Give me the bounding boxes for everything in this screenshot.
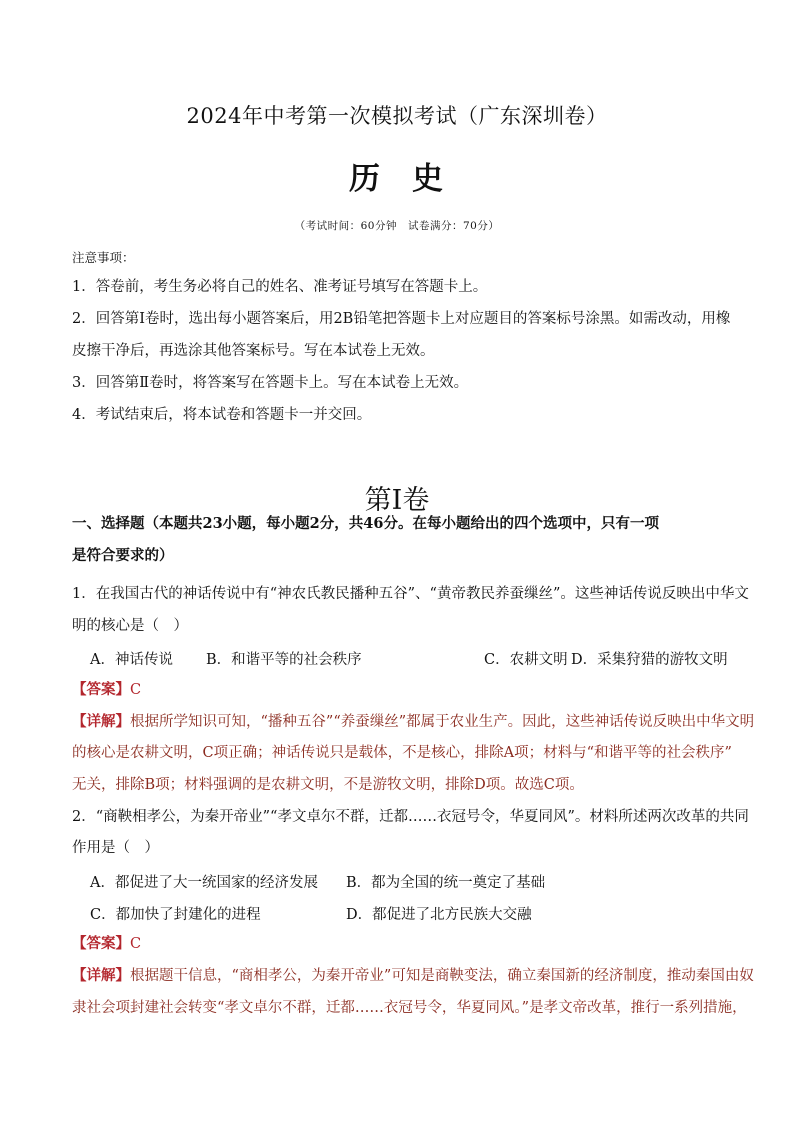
- q2-option-b: B．都为全国的统一奠定了基础: [346, 875, 546, 891]
- notice-item: 1．答卷前，考生务必将自己的姓名、准考证号填写在答题卡上。: [72, 279, 488, 295]
- answer-value: C: [130, 936, 142, 952]
- q2-answer: [72, 934, 141, 954]
- answer-label: 【答案】: [72, 935, 130, 952]
- q1-option-d: D．采集狩猎的游牧文明: [571, 652, 728, 668]
- question-2-stem-cont: 作用是（ ）: [72, 840, 159, 856]
- detail-text: 根据所学知识可知，“播种五谷”“养蚕缫丝”都属于农业生产。因此，这些神话传说反映出中华文明: [130, 714, 755, 730]
- question-1-stem-cont: 明的核心是（ ）: [72, 618, 188, 634]
- q1-answer: [72, 680, 141, 700]
- question-1-stem: 1．在我国古代的神话传说中有“神农氏教民播种五谷”、“黄帝教民养蚕缫丝”。这些神话传说反映出中华文: [72, 586, 749, 602]
- q2-detail: [72, 966, 754, 986]
- detail-label: 【详解】: [72, 967, 130, 984]
- part-one-heading-cont: 是符合要求的）: [72, 547, 174, 564]
- q1-option-c: C．农耕文明: [484, 652, 568, 668]
- answer-label: 【答案】: [72, 681, 130, 698]
- q1-option-a: A．神话传说: [90, 652, 173, 668]
- notice-item: 3．回答第Ⅱ卷时，将答案写在答题卡上。写在本试卷上无效。: [72, 375, 469, 391]
- notice-heading: 注意事项：: [72, 250, 135, 265]
- notice-item: 2．回答第Ⅰ卷时，选出每小题答案后，用2B铅笔把答题卡上对应题目的答案标号涂黑。如需改动，用橡: [72, 311, 731, 327]
- question-2-stem: 2．“商鞅相孝公，为秦开帝业”“孝文卓尔不群，迁都……衣冠号令，华夏同风”。材料所述两次改革的共同: [72, 809, 749, 825]
- q2-option-c: C．都加快了封建化的进程: [90, 907, 261, 923]
- q1-detail: [72, 712, 754, 732]
- part-one-heading: 一、选择题（本题共23小题，每小题2分，共46分。在每小题给出的四个选项中，只有一项: [72, 515, 659, 532]
- q1-option-b: B．和谐平等的社会秩序: [206, 652, 362, 668]
- notice-item: 皮擦干净后，再选涂其他答案标号。写在本试卷上无效。: [72, 343, 435, 359]
- q1-detail-cont: 的核心是农耕文明，C项正确；神话传说只是载体，不是核心，排除A项；材料与“和谐平等的社会秩序”: [72, 745, 732, 761]
- q2-detail-cont: 隶社会项封建社会转变“孝文卓尔不群，迁都……衣冠号令，华夏同风。”是孝文帝改革，推行一系列措施，: [72, 1000, 747, 1016]
- q2-option-a: A．都促进了大一统国家的经济发展: [90, 875, 318, 891]
- notice-item: 4．考试结束后，将本试卷和答题卡一并交回。: [72, 407, 372, 423]
- detail-text: 根据题干信息，“商相孝公，为秦开帝业”可知是商鞅变法，确立秦国新的经济制度，推动秦国由奴: [130, 968, 754, 984]
- subject-char-1: 历: [349, 161, 382, 197]
- q1-detail-cont: 无关，排除B项；材料强调的是农耕文明，不是游牧文明，排除D项。故选C项。: [72, 777, 584, 793]
- exam-title: 2024年中考第一次模拟考试（广东深圳卷）: [186, 104, 608, 128]
- detail-label: 【详解】: [72, 713, 130, 730]
- q2-option-d: D．都促进了北方民族大交融: [346, 907, 532, 923]
- answer-value: C: [130, 682, 142, 698]
- section-title: 第Ⅰ卷: [364, 485, 430, 516]
- subject-char-2: 史: [412, 161, 445, 197]
- exam-info: （考试时间：60分钟 试卷满分：70分）: [294, 220, 500, 232]
- subject-title: [0, 153, 794, 198]
